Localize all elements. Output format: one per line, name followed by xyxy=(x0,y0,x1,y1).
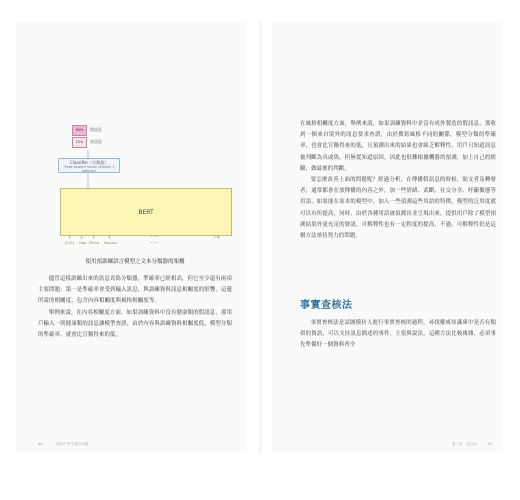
left-running-footer: 寫給中學生看的AI課 xyxy=(56,442,89,446)
probability-real-label: 真訊息 xyxy=(90,139,102,144)
ellipsis: • • • xyxy=(150,241,158,245)
probability-fake-label: 假訊息 xyxy=(90,127,102,132)
bert-model-box xyxy=(60,188,232,236)
book-gutter xyxy=(259,22,262,452)
input-token: [CLS] xyxy=(65,241,74,245)
bert-label: BERT xyxy=(138,208,154,216)
left-page-number: 64 xyxy=(38,442,43,446)
input-token: Prince xyxy=(89,241,100,245)
paragraph: 舉例來說，在內容相關度方面，如果訓練資料中沒有健康類的假訊息，那用戶輸入一則健康類的訊息讓模型查證，由於內容與訓練資料相關度低，模型分類的準確率，就會比宣稱得來的低。 xyxy=(38,309,232,339)
right-running-footer: 第三章 語言AI xyxy=(452,442,478,446)
probability-real xyxy=(72,137,102,147)
classifier-box xyxy=(58,158,120,173)
token-index: 512 xyxy=(214,235,221,239)
section-heading: 事實查核法 xyxy=(300,300,353,311)
token-index: 2 xyxy=(80,235,83,239)
paragraph: 事實查核法是試圖模仿人進行事實查核的過程，尋找權威知識庫中是否有類似的資訊，可以支持訊息描述的事件，主張與說法，這種方法比較複雜，必須事先準備好一個資料齊全 xyxy=(300,320,496,349)
figure-caption: 使用預訓練語言模型之文本分類器的架構 xyxy=(85,259,185,265)
paragraph: 在風格相關度方面，舉例來說，如果訓練資料中並沒有成外製造的假訊息，那收到一個來自境外的訊息要求查證，由於撰寫風格不同的關係，模型分類的準確率，也會比宣稱得來的低，且預測出來的結果也會缺乏解釋性，用戶只知道訊息被判斷為真或偽，但無從知道原因，因此也很難根據機器的預測，加上自己的經驗，做最後的判斷。 xyxy=(300,121,496,172)
ellipsis: • • • xyxy=(150,235,158,239)
probability-fake-value: 85% xyxy=(72,125,87,136)
classifier-title: Classifier（分類器） xyxy=(69,160,109,165)
probability-fake xyxy=(72,125,102,135)
token-index: 1 xyxy=(68,235,71,239)
input-token: Help xyxy=(79,241,87,245)
right-body-text-continued xyxy=(300,318,496,352)
classifier-architecture-figure xyxy=(40,118,245,253)
paragraph: 儘管這樣訓練出來的訊息真偽分類器，準確率已經相高，但它至少還有兩項主要問題：第一是準確率會受到輸入訊息，與訓練資料訊息相關度的影響，這邊所說的相關度，包含內容相關度與風格相關度等。 xyxy=(38,276,232,305)
right-page-number: 65 xyxy=(488,442,493,446)
token-index: 3 xyxy=(92,235,95,239)
probability-real-value: 15% xyxy=(72,137,87,148)
right-body-text xyxy=(300,119,496,242)
classifier-subtitle: (Feed-forward neural network + softmax) xyxy=(63,165,115,173)
input-token: Mayuko xyxy=(104,241,117,245)
left-body-text xyxy=(38,274,232,341)
paragraph: 要怎麼改善上面的問題呢？經過分析，在傳播假訊息的時候，貼文者及轉發者，通常都會在放傳播的內容之外，加一些情緒、武斷、社交分享、呼籲擬態等用語，如果能在原本的模型中，加入一些偵測這些用語的特徵，模型的泛用度就可以有所提高，同時，由於各種用語被偵測出並呈現出來，提供用戶除了模型預測結果外更充足的資訊，可解釋性也有一定程度的提高，不過，可解釋性仍是這個方法亟待努力的問題。 xyxy=(300,177,496,240)
token-index: 4 xyxy=(108,235,111,239)
